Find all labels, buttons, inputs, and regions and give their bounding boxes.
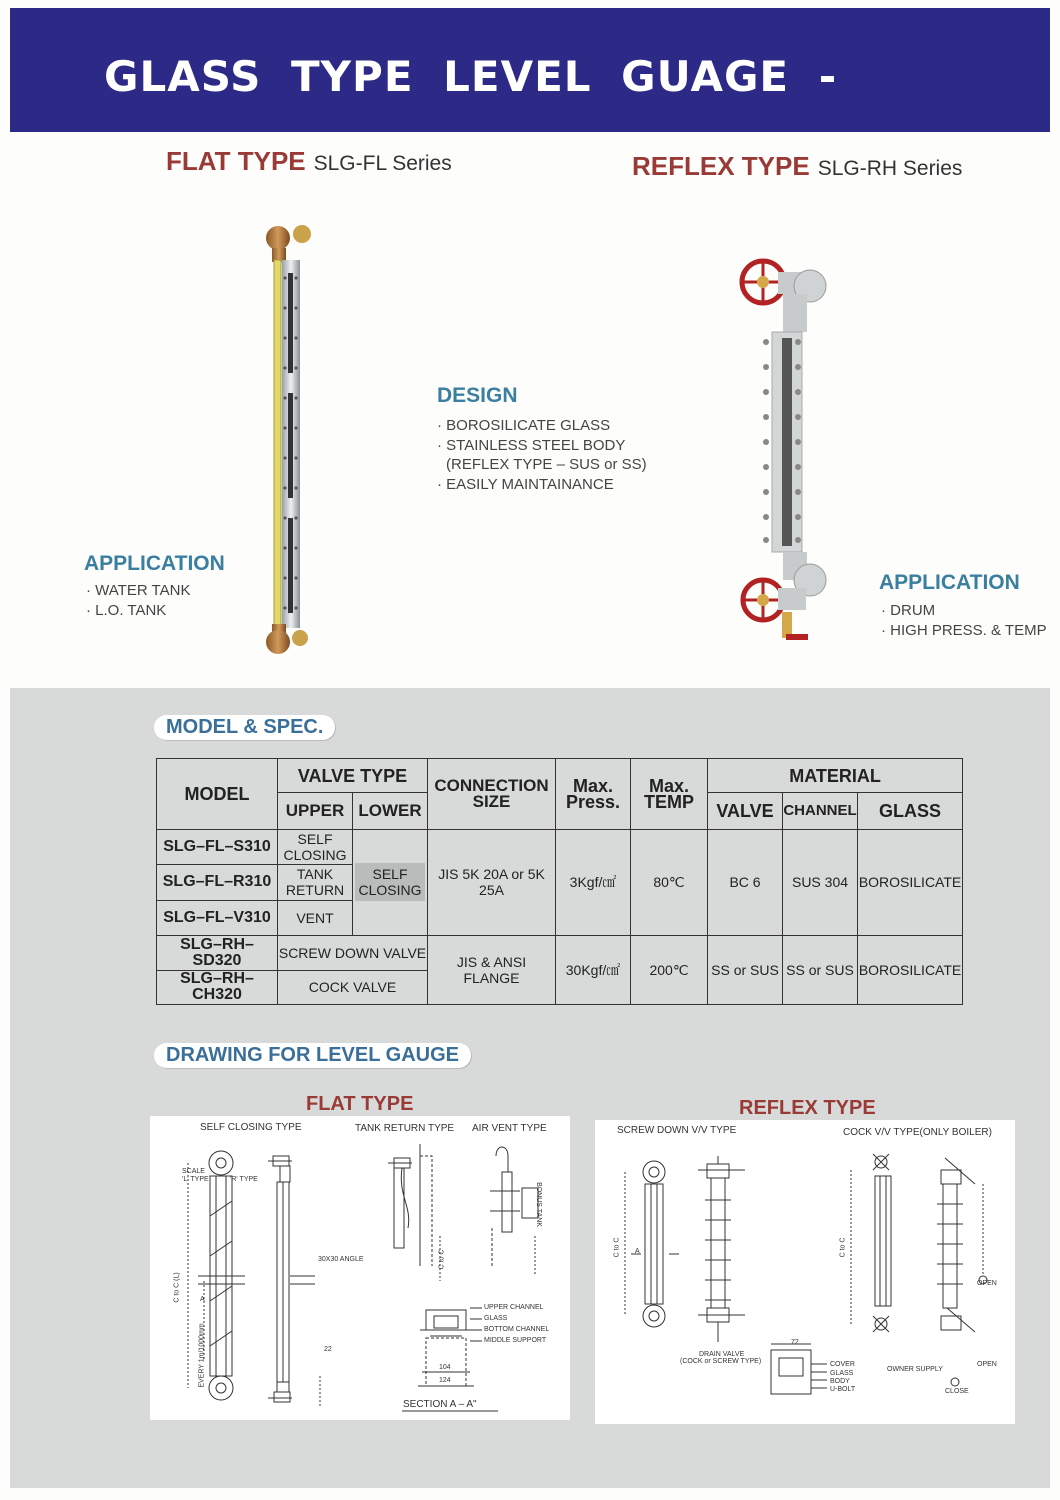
flat-tank-return-type-label: TANK RETURN TYPE: [355, 1123, 455, 1134]
model-cell: SLG–RH–SD320: [157, 936, 278, 970]
angle-label: 30X30 ANGLE: [318, 1256, 364, 1263]
bonus-tank-label: BONUS TANK: [534, 1182, 542, 1227]
reflex-application-label: APPLICATION: [879, 571, 1020, 594]
press-cell: 30Kgf/㎠: [556, 936, 631, 1005]
upper-cell: TANK RETURN: [278, 865, 353, 900]
reflex-screw-down-type-label: SCREW DOWN V/V TYPE: [617, 1125, 737, 1136]
header-max-temp: Max. TEMP: [631, 759, 708, 830]
flat-series-label: SLG-FL Series: [313, 152, 452, 175]
header-channel: CHANNEL: [783, 793, 858, 829]
reflex-type-label: REFLEX TYPE: [632, 151, 810, 181]
design-item: · STAINLESS STEEL BODY: [437, 436, 647, 456]
header-valve-type: VALVE TYPE: [278, 759, 428, 793]
owner-supply-label: OWNER SUPPLY: [887, 1366, 943, 1373]
flat-drawing: [150, 1116, 570, 1420]
header-glass: GLASS: [858, 793, 963, 829]
press-cell: 3Kgf/㎠: [556, 829, 631, 935]
application-item: · L.O. TANK: [86, 601, 190, 621]
flat-application-list: [86, 581, 190, 620]
model-cell: SLG–RH–CH320: [157, 970, 278, 1004]
header-lower: LOWER: [353, 793, 428, 829]
application-item: · DRUM: [881, 601, 1047, 621]
cock-or-screw-label: (COCK or SCREW TYPE): [680, 1358, 762, 1365]
design-list: [437, 416, 647, 494]
upper-cell: SELF CLOSING: [278, 829, 353, 864]
flat-air-vent-type-label: AIR VENT TYPE: [472, 1123, 547, 1134]
application-item: · HIGH PRESS. & TEMP: [881, 621, 1047, 641]
flat-application-label: APPLICATION: [84, 552, 225, 575]
bottom-channel-label: BOTTOM CHANNEL: [484, 1326, 550, 1333]
valve-material-cell: BC 6: [708, 829, 783, 935]
dim-72-label: 72: [791, 1339, 799, 1346]
model-spec-label: MODEL & SPEC.: [154, 715, 335, 740]
temp-cell: 80℃: [631, 829, 708, 935]
model-cell: SLG–FL–S310: [157, 829, 278, 864]
upper-cell: VENT: [278, 900, 353, 935]
scale-label: SCALE: [182, 1168, 205, 1175]
design-item: · BOROSILICATE GLASS: [437, 416, 647, 436]
open-label: OPEN: [977, 1361, 997, 1368]
flat-type-label: FLAT TYPE: [166, 146, 306, 176]
spec-table: [156, 758, 963, 1005]
flat-self-closing-type-label: SELF CLOSING TYPE: [200, 1122, 302, 1133]
valve-cell: COCK VALVE: [278, 970, 428, 1004]
valve-material-cell: SS or SUS: [708, 936, 783, 1005]
close-label: CLOSE: [945, 1388, 969, 1395]
cover-label: COVER: [830, 1361, 855, 1368]
glass-label: GLASS: [484, 1315, 508, 1322]
reflex-cock-type-label: COCK V/V TYPE(ONLY BOILER): [843, 1127, 992, 1138]
reflex-c-to-c-label: C to C: [613, 1237, 621, 1258]
middle-support-label: MIDDLE SUPPORT: [484, 1337, 547, 1344]
channel-material-cell: SUS 304: [783, 829, 858, 935]
u-bolt-label: U-BOLT: [830, 1386, 856, 1393]
page-title: GLASS TYPE LEVEL GUAGE -: [104, 52, 838, 101]
design-label: DESIGN: [437, 384, 518, 407]
every-label: EVERY 1m/1000mm: [198, 1323, 206, 1388]
flat-type-heading: [166, 146, 452, 177]
c-to-c-l-label: C to C (L): [173, 1272, 181, 1303]
header-connection: CONNECTION SIZE: [428, 759, 556, 830]
reflex-section-a-mark: A: [635, 1248, 640, 1255]
connection-cell: JIS & ANSI FLANGE: [428, 936, 556, 1005]
dim-22-label: 22: [324, 1346, 332, 1353]
lower-cell: [353, 829, 428, 935]
glass-material-cell: BOROSILICATE: [858, 936, 963, 1005]
drawing-flat-title: FLAT TYPE: [306, 1093, 414, 1115]
open-label: OPEN: [977, 1280, 997, 1287]
reflex-series-label: SLG-RH Series: [817, 157, 963, 180]
connection-cell: JIS 5K 20A or 5K 25A: [428, 829, 556, 935]
drawing-label: DRAWING FOR LEVEL GAUGE: [154, 1043, 471, 1068]
l-type-label: 'L' TYPE: [182, 1176, 209, 1183]
reflex-drawing: [595, 1120, 1015, 1424]
flat-gauge-photo: [258, 218, 320, 658]
header-valve: VALVE: [708, 793, 783, 829]
drawing-reflex-title: REFLEX TYPE: [739, 1097, 876, 1119]
dim-104-label: 104: [439, 1364, 451, 1371]
reflex-cock-c-to-c-label: C to C: [839, 1237, 847, 1258]
section-a-a-label: SECTION A – A": [403, 1399, 477, 1410]
glass-material-cell: BOROSILICATE: [858, 829, 963, 935]
channel-material-cell: SS or SUS: [783, 936, 858, 1005]
r-type-label: 'R' TYPE: [230, 1176, 258, 1183]
section-a-mark: A: [200, 1296, 205, 1303]
reflex-application-list: [881, 601, 1047, 640]
header-upper: UPPER: [278, 793, 353, 829]
model-cell: SLG–FL–R310: [157, 865, 278, 900]
flat-drawing-panel: [150, 1116, 570, 1420]
header-model: MODEL: [157, 759, 278, 830]
model-cell: SLG–FL–V310: [157, 900, 278, 935]
temp-cell: 200℃: [631, 936, 708, 1005]
reflex-type-heading: [632, 151, 962, 182]
header-material: MATERIAL: [708, 759, 963, 793]
design-item: · EASILY MAINTAINANCE: [437, 475, 647, 495]
c-to-c-label: C to C: [438, 1249, 446, 1270]
lower-cell-value: SELF CLOSING: [355, 863, 425, 901]
drain-valve-label: DRAIN VALVE: [699, 1351, 745, 1358]
valve-cell: SCREW DOWN VALVE: [278, 936, 428, 970]
reflex-gauge-photo: [738, 252, 834, 654]
body-label: BODY: [830, 1378, 850, 1385]
reflex-drawing-panel: [595, 1120, 1015, 1424]
dim-124-label: 124: [439, 1377, 451, 1384]
design-item: (REFLEX TYPE – SUS or SS): [446, 456, 647, 473]
header-max-press: Max. Press.: [556, 759, 631, 830]
upper-channel-label: UPPER CHANNEL: [484, 1304, 544, 1311]
reflex-glass-label: GLASS: [830, 1370, 854, 1377]
application-item: · WATER TANK: [86, 581, 190, 601]
